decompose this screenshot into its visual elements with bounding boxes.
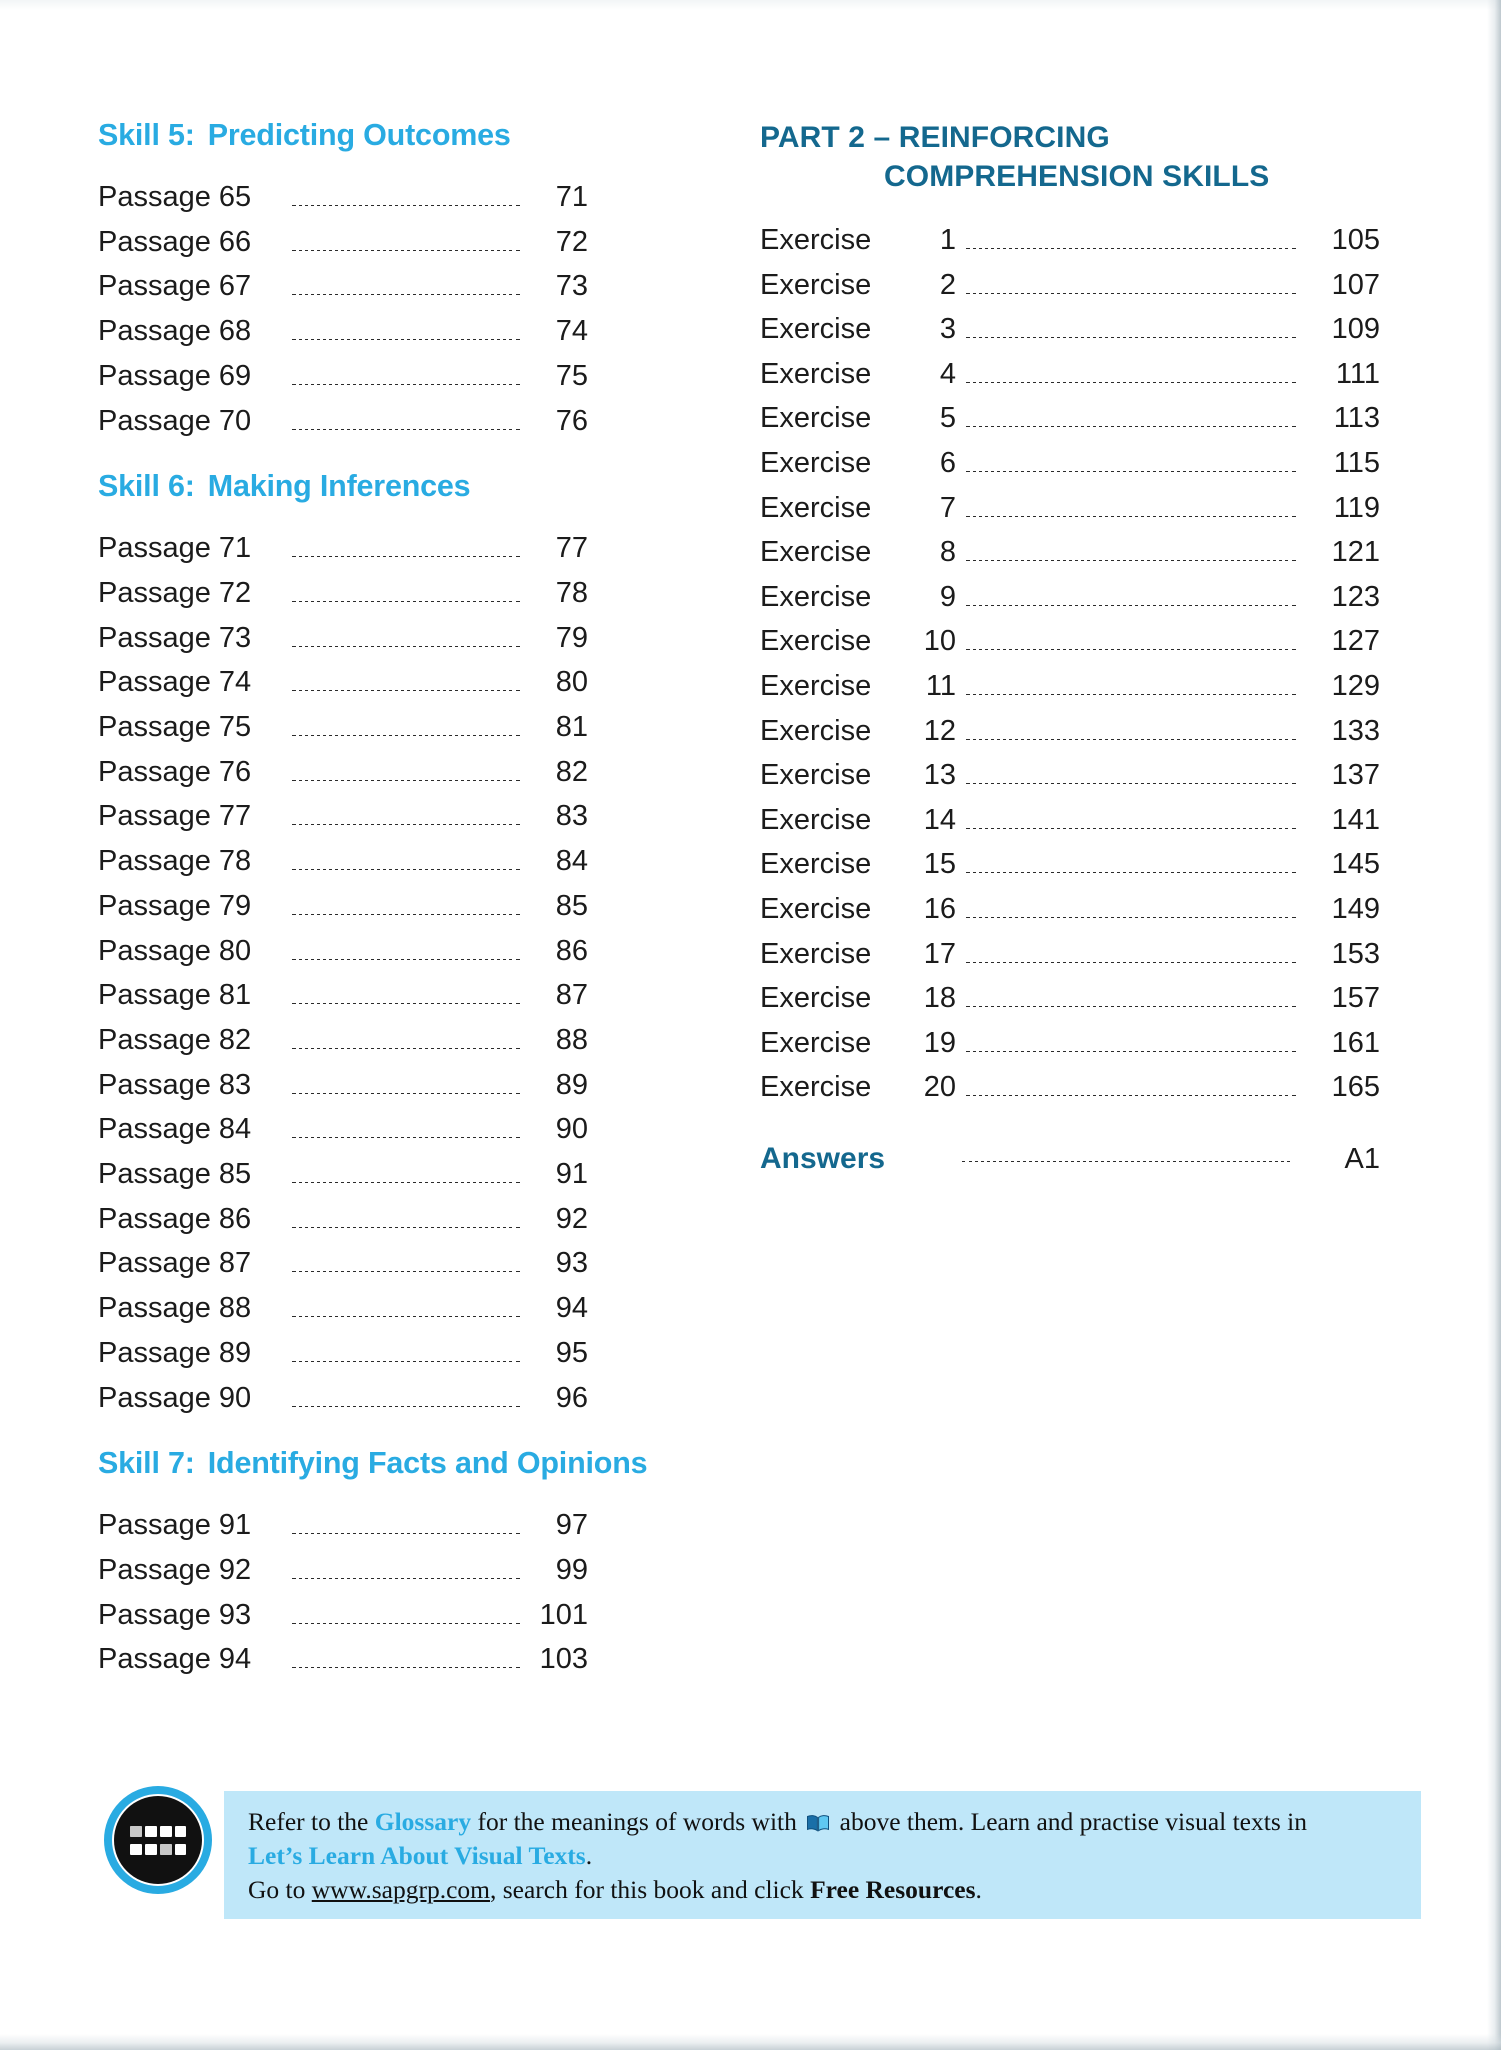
toc-entry-label: Passage 79 — [98, 889, 252, 922]
skill-heading-label: Skill 6: — [98, 469, 195, 504]
exercise-entry-label: Exercise — [760, 892, 872, 925]
toc-entry-label: Passage 72 — [98, 576, 252, 609]
exercise-entry-number: 1 — [939, 224, 956, 256]
toc-entry-page-number: 90 — [555, 1113, 588, 1146]
exercise-entry-page-number: 127 — [1331, 625, 1380, 658]
exercise-entry-page-number: 111 — [1335, 357, 1380, 390]
footer-line1-part-c: above them. Learn and practise visual texts in — [833, 1807, 1307, 1836]
exercise-entry-page-number: 149 — [1331, 892, 1380, 925]
skill-heading — [98, 1446, 648, 1481]
heading-spacer — [98, 504, 588, 526]
toc-entry-page-number: 94 — [555, 1292, 588, 1325]
dot-leader — [292, 824, 520, 825]
toc-entry-page-number: 87 — [555, 979, 588, 1012]
footer-line3-part-b: , search for this book and click — [489, 1875, 811, 1904]
toc-entry[interactable] — [98, 571, 588, 616]
toc-entry-page-number: 84 — [555, 845, 588, 878]
exercise-entry[interactable] — [760, 932, 1380, 977]
toc-entry-label: Passage 94 — [98, 1643, 252, 1676]
toc-entry-label: Passage 82 — [98, 1023, 252, 1056]
toc-entry[interactable] — [98, 220, 588, 265]
exercise-entry-number: 9 — [939, 580, 956, 613]
dot-leader — [292, 914, 520, 915]
toc-entry-label: Passage 92 — [98, 1553, 252, 1586]
toc-entry-label: Passage 71 — [98, 532, 252, 565]
exercise-entry-label: Exercise — [760, 357, 872, 390]
toc-entry[interactable] — [98, 264, 588, 309]
exercise-entry[interactable] — [760, 1021, 1380, 1066]
dot-leader — [966, 1095, 1296, 1096]
page-edge-right-shadow — [1487, 0, 1501, 2050]
toc-entry[interactable] — [98, 526, 588, 571]
toc-entry-label: Passage 85 — [98, 1158, 252, 1191]
toc-entry-page-number: 73 — [555, 270, 588, 303]
toc-entry-label: Passage 91 — [98, 1509, 252, 1542]
skill-heading-title: Identifying Facts and Opinions — [207, 1446, 648, 1481]
exercise-entry-number: 3 — [939, 313, 956, 346]
toc-entry-label: Passage 77 — [98, 800, 252, 833]
footer-line-1 — [248, 1805, 1403, 1839]
toc-entry-page-number: 99 — [555, 1553, 588, 1586]
dot-leader — [966, 471, 1296, 472]
toc-entry[interactable] — [98, 1018, 588, 1063]
dot-leader — [292, 250, 520, 251]
footer-line3-part-c: . — [975, 1875, 982, 1904]
dot-leader — [292, 1048, 520, 1049]
exercise-entry-page-number: 109 — [1331, 313, 1380, 346]
toc-entry-page-number: 76 — [555, 404, 588, 437]
footer-line1-part-a: Refer to the — [248, 1807, 375, 1836]
exercise-entry[interactable] — [760, 263, 1380, 308]
exercise-entry[interactable] — [760, 530, 1380, 575]
dot-leader — [966, 382, 1296, 383]
exercise-entry-number: 19 — [923, 1026, 956, 1059]
exercise-entry-page-number: 121 — [1331, 536, 1380, 569]
dot-leader — [292, 690, 520, 691]
toc-entry[interactable] — [98, 1286, 588, 1331]
exercise-entry-label: Exercise — [760, 982, 872, 1015]
exercise-entry-number: 10 — [923, 625, 956, 658]
toc-entry-label: Passage 67 — [98, 270, 252, 303]
toc-entry-page-number: 74 — [555, 315, 588, 348]
toc-entry-page-number: 79 — [555, 621, 588, 654]
exercise-entry-label: Exercise — [760, 536, 872, 569]
toc-entry[interactable] — [98, 750, 588, 795]
dot-leader — [292, 339, 520, 340]
exercise-entry-number: 4 — [939, 357, 956, 390]
exercise-entry-page-number: 165 — [1331, 1071, 1380, 1104]
toc-entry-label: Passage 74 — [98, 666, 252, 699]
exercise-entry-page-number: 153 — [1331, 937, 1380, 970]
answers-label: Answers — [760, 1141, 886, 1175]
dot-leader — [966, 917, 1296, 918]
toc-entry-page-number: 80 — [555, 666, 588, 699]
toc-entry-page-number: 103 — [539, 1643, 588, 1676]
exercise-entry-page-number: 113 — [1333, 402, 1380, 435]
page-edge-top-shadow — [0, 0, 1501, 10]
exercise-entry[interactable] — [760, 352, 1380, 397]
toc-entry-page-number: 96 — [555, 1381, 588, 1414]
toc-entry[interactable] — [98, 616, 588, 661]
dot-leader — [292, 1667, 520, 1668]
visual-texts-title: Let’s Learn About Visual Texts — [248, 1841, 586, 1870]
open-book-icon — [806, 1813, 830, 1833]
answers-row[interactable] — [760, 1142, 1380, 1176]
toc-entry[interactable] — [98, 1152, 588, 1197]
skill-heading-title: Making Inferences — [207, 469, 471, 504]
exercise-entry[interactable] — [760, 798, 1380, 843]
exercise-entry-label: Exercise — [760, 491, 872, 524]
toc-entry[interactable] — [98, 354, 588, 399]
toc-entry-page-number: 75 — [555, 359, 588, 392]
exercise-entry[interactable] — [760, 709, 1380, 754]
exercise-entry-label: Exercise — [760, 625, 872, 658]
exercise-entry-label: Exercise — [760, 1071, 872, 1104]
footer-note-box — [224, 1791, 1421, 1919]
skill-heading — [98, 469, 588, 504]
exercise-entry-number: 18 — [923, 982, 956, 1015]
toc-entry-label: Passage 90 — [98, 1381, 252, 1414]
toc-entry[interactable] — [98, 794, 588, 839]
dot-leader — [292, 1406, 520, 1407]
toc-entry-label: Passage 78 — [98, 845, 252, 878]
dot-leader — [966, 962, 1296, 963]
toc-entry[interactable] — [98, 705, 588, 750]
dot-leader — [966, 560, 1296, 561]
exercise-entry-page-number: 123 — [1331, 580, 1380, 613]
toc-entry-page-number: 83 — [555, 800, 588, 833]
footer-line2-period: . — [585, 1841, 593, 1870]
exercise-entry-number: 16 — [923, 892, 956, 925]
toc-entry-label: Passage 88 — [98, 1292, 252, 1325]
dot-leader — [292, 1316, 520, 1317]
heading-spacer — [98, 1481, 588, 1503]
toc-entry-label: Passage 93 — [98, 1598, 252, 1631]
page-edge-bottom-shadow — [0, 2034, 1501, 2050]
exercise-entry-number: 7 — [939, 491, 956, 524]
toc-entry-page-number: 78 — [555, 576, 588, 609]
toc-entry-page-number: 91 — [555, 1158, 588, 1191]
dot-leader — [966, 872, 1296, 873]
dot-leader — [292, 429, 520, 430]
dot-leader — [292, 1003, 520, 1004]
exercise-entry[interactable] — [760, 396, 1380, 441]
dot-leader — [292, 205, 520, 206]
skill-heading-label: Skill 5: — [98, 118, 195, 152]
toc-entry-label: Passage 70 — [98, 404, 252, 437]
exercise-entry-label: Exercise — [760, 803, 872, 836]
section-spacer — [98, 1420, 588, 1446]
dot-leader — [292, 1361, 520, 1362]
exercise-entry[interactable] — [760, 575, 1380, 620]
dot-leader — [292, 1227, 520, 1228]
dot-leader — [292, 1623, 520, 1624]
toc-entry[interactable] — [98, 1197, 588, 1242]
part-heading-line2: COMPREHENSION SKILLS — [884, 160, 1270, 193]
toc-entry[interactable] — [98, 1376, 588, 1421]
exercise-entry-label: Exercise — [760, 1026, 872, 1059]
exercise-entry-number: 12 — [923, 714, 956, 747]
exercise-entry[interactable] — [760, 218, 1380, 263]
exercise-entry-page-number: 107 — [1331, 268, 1380, 301]
dot-leader — [292, 384, 520, 385]
dot-leader — [966, 649, 1296, 650]
dot-leader — [966, 694, 1296, 695]
exercise-entry-page-number: 133 — [1331, 714, 1380, 747]
exercise-entry-number: 15 — [923, 848, 956, 881]
exercise-entry[interactable] — [760, 619, 1380, 664]
dot-leader — [966, 739, 1296, 740]
exercise-entry-number: 6 — [939, 446, 956, 479]
dot-leader — [292, 556, 520, 557]
part-heading — [760, 118, 1380, 196]
toc-entry-page-number: 88 — [555, 1023, 588, 1056]
toc-entry[interactable] — [98, 660, 588, 705]
dot-leader — [292, 294, 520, 295]
toc-entry[interactable] — [98, 1063, 588, 1108]
toc-left-column — [98, 118, 648, 1682]
dot-leader — [966, 1051, 1296, 1052]
exercise-entry-page-number: 137 — [1331, 759, 1380, 792]
exercise-entry-number: 2 — [939, 268, 956, 301]
dot-leader — [292, 1137, 520, 1138]
toc-entry-page-number: 77 — [555, 532, 588, 565]
dot-leader — [292, 646, 520, 647]
toc-entry-page-number: 86 — [555, 934, 588, 967]
toc-entry-label: Passage 76 — [98, 755, 252, 788]
dot-leader — [292, 1271, 520, 1272]
dot-leader — [966, 828, 1296, 829]
toc-entry[interactable] — [98, 1241, 588, 1286]
toc-entry-label: Passage 89 — [98, 1336, 252, 1369]
toc-entry[interactable] — [98, 929, 588, 974]
toc-entry-label: Passage 68 — [98, 315, 252, 348]
exercise-entry[interactable] — [760, 1065, 1380, 1110]
toc-entry[interactable] — [98, 399, 588, 444]
toc-entry-label: Passage 81 — [98, 979, 252, 1012]
footer-line-2 — [248, 1839, 1403, 1873]
exercise-entry[interactable] — [760, 664, 1380, 709]
dot-leader — [292, 1578, 520, 1579]
exercise-entry-page-number: 105 — [1331, 224, 1380, 256]
exercise-entry-label: Exercise — [760, 402, 872, 435]
exercise-entry-label: Exercise — [760, 669, 872, 702]
toc-entry-label: Passage 84 — [98, 1113, 252, 1146]
exercise-entry-number: 13 — [923, 759, 956, 792]
toc-entry[interactable] — [98, 309, 588, 354]
exercise-entry[interactable] — [760, 976, 1380, 1021]
toc-entry-page-number: 81 — [555, 711, 588, 744]
exercise-entry-number: 5 — [939, 402, 956, 435]
dot-leader — [966, 293, 1296, 294]
dot-leader — [292, 735, 520, 736]
exercise-entry[interactable] — [760, 842, 1380, 887]
toc-entry-page-number: 101 — [539, 1598, 588, 1631]
dot-leader — [292, 1182, 520, 1183]
dot-leader — [966, 783, 1296, 784]
exercise-entry-label: Exercise — [760, 580, 872, 613]
dot-leader — [966, 516, 1296, 517]
toc-entry-page-number: 95 — [555, 1336, 588, 1369]
exercise-entry-page-number: 161 — [1331, 1026, 1380, 1059]
toc-entry-label: Passage 69 — [98, 359, 252, 392]
exercise-entry[interactable] — [760, 441, 1380, 486]
dot-leader — [292, 1093, 520, 1094]
heading-spacer — [760, 196, 1380, 218]
exercise-entry-page-number: 145 — [1331, 848, 1380, 881]
glossary-link[interactable]: Glossary — [374, 1807, 472, 1836]
exercise-entry-page-number: 119 — [1333, 491, 1380, 524]
toc-entry[interactable] — [98, 1503, 588, 1548]
exercise-entry-label: Exercise — [760, 446, 872, 479]
toc-entry[interactable] — [98, 1107, 588, 1152]
toc-entry-page-number: 72 — [555, 225, 588, 258]
toc-entry-page-number: 71 — [555, 181, 588, 213]
dot-leader — [292, 601, 520, 602]
dot-leader — [966, 337, 1296, 338]
toc-entry-label: Passage 75 — [98, 711, 252, 744]
section-spacer — [98, 443, 588, 469]
skill-heading — [98, 118, 588, 153]
toc-entry-label: Passage 87 — [98, 1247, 252, 1280]
footer-line1-part-b: for the meanings of words with — [471, 1807, 804, 1836]
dot-leader — [292, 869, 520, 870]
toc-entry[interactable] — [98, 1331, 588, 1376]
dot-leader — [292, 780, 520, 781]
exercise-entry-label: Exercise — [760, 714, 872, 747]
dot-leader — [962, 1161, 1290, 1162]
toc-entry-label: Passage 66 — [98, 225, 252, 258]
exercise-entry[interactable] — [760, 887, 1380, 932]
dot-leader — [292, 959, 520, 960]
toc-entry-page-number: 93 — [555, 1247, 588, 1280]
exercise-entry-label: Exercise — [760, 937, 872, 970]
exercise-entry-label: Exercise — [760, 224, 872, 256]
exercise-entry-label: Exercise — [760, 848, 872, 881]
film-strip-icon — [104, 1786, 212, 1894]
exercise-entry-label: Exercise — [760, 268, 872, 301]
toc-entry-label: Passage 86 — [98, 1202, 252, 1235]
skill-heading-title: Predicting Outcomes — [207, 118, 511, 152]
exercise-entry-number: 11 — [925, 669, 956, 702]
exercise-entry-page-number: 115 — [1333, 446, 1380, 479]
dot-leader — [292, 1533, 520, 1534]
exercise-entry-number: 14 — [923, 803, 956, 836]
dot-leader — [966, 426, 1296, 427]
exercise-entry-number: 17 — [923, 937, 956, 970]
toc-entry-page-number: 97 — [555, 1509, 588, 1542]
answers-page-number: A1 — [1344, 1142, 1380, 1175]
free-resources-label: Free Resources — [810, 1875, 976, 1904]
toc-entry-label: Passage 73 — [98, 621, 252, 654]
toc-entry-page-number: 92 — [555, 1202, 588, 1235]
footer-line3-part-a: Go to — [248, 1875, 312, 1904]
dot-leader — [966, 248, 1296, 249]
toc-entry[interactable] — [98, 839, 588, 884]
exercise-entry[interactable] — [760, 753, 1380, 798]
toc-entry[interactable] — [98, 884, 588, 929]
exercise-entry-page-number: 129 — [1331, 669, 1380, 702]
dot-leader — [966, 1006, 1296, 1007]
exercise-entry[interactable] — [760, 486, 1380, 531]
exercise-entry-number: 8 — [939, 536, 956, 569]
toc-entry-page-number: 89 — [555, 1068, 588, 1101]
toc-entry[interactable] — [98, 175, 588, 220]
heading-spacer — [98, 153, 588, 175]
exercise-entry-number: 20 — [923, 1071, 956, 1104]
exercise-entry[interactable] — [760, 307, 1380, 352]
toc-entry[interactable] — [98, 1637, 588, 1682]
footer-line-3 — [248, 1873, 1403, 1907]
exercise-entry-label: Exercise — [760, 313, 872, 346]
exercise-entry-page-number: 157 — [1331, 982, 1380, 1015]
toc-entry-label: Passage 65 — [98, 181, 252, 213]
dot-leader — [966, 605, 1296, 606]
toc-entry[interactable] — [98, 1593, 588, 1638]
exercise-entry-label: Exercise — [760, 759, 872, 792]
toc-entry[interactable] — [98, 973, 588, 1018]
toc-entry[interactable] — [98, 1548, 588, 1593]
toc-entry-page-number: 82 — [555, 755, 588, 788]
toc-entry-label: Passage 80 — [98, 934, 252, 967]
toc-entry-label: Passage 83 — [98, 1068, 252, 1101]
toc-entry-page-number: 85 — [555, 889, 588, 922]
skill-heading-label: Skill 7: — [98, 1446, 195, 1481]
website-url-link[interactable]: www.sapgrp.com — [311, 1875, 490, 1904]
exercise-entry-page-number: 141 — [1331, 803, 1380, 836]
part-heading-line1: PART 2 – REINFORCING — [760, 121, 1110, 154]
toc-right-column — [760, 118, 1380, 1176]
exercise-list — [760, 196, 1380, 1110]
